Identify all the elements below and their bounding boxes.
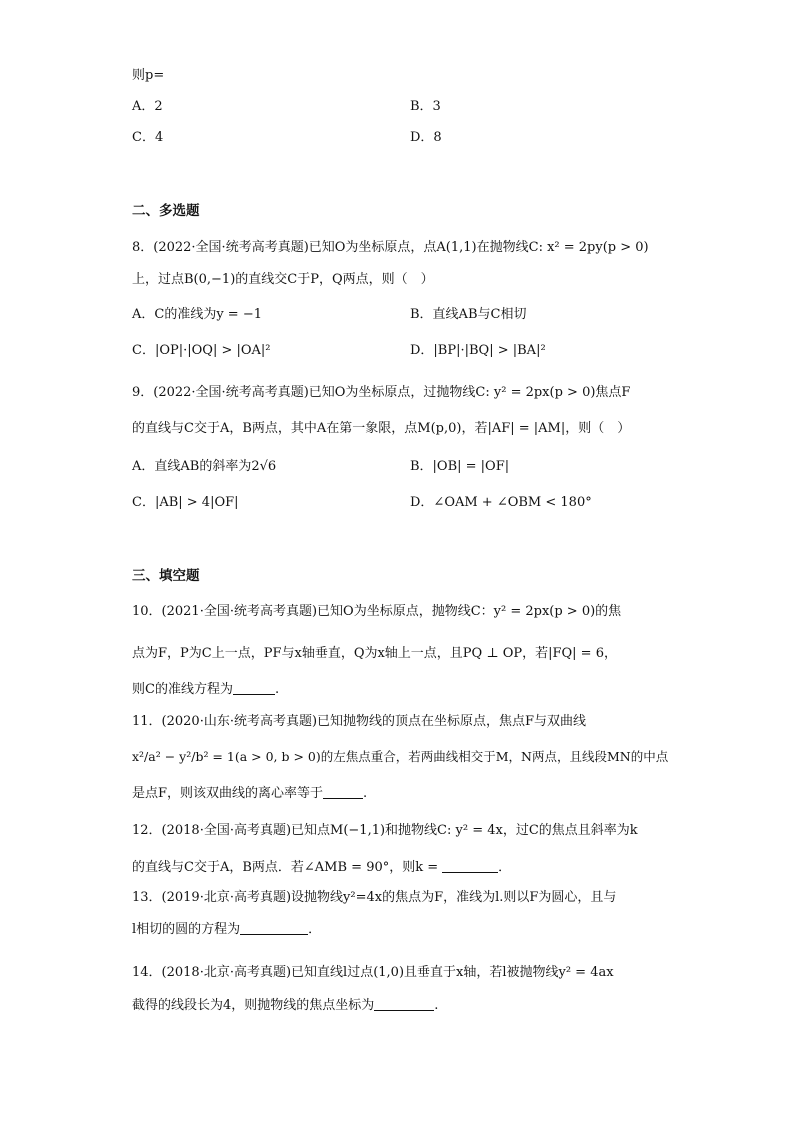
q12-stem-line1: 12．(2018·全国·高考真题)已知点M(−1,1)和抛物线C: y² = 4x，过C的焦点且斜率为k <box>132 823 638 838</box>
q13-stem-end: ． <box>308 922 322 937</box>
q13-stem-line2 <box>132 920 321 939</box>
q11-stem-line3: 是点F，则该双曲线的离心率等于 . <box>132 786 368 801</box>
section-title-multi-choice: 二、多选题 <box>132 203 200 219</box>
q13-stem-line1: 13．(2019·北京·高考真题)设抛物线y²=4x的焦点为F，准线为l.则以F为圆心，且与 <box>132 890 617 905</box>
q13-stem-text: l相切的圆的方程为 <box>132 922 241 937</box>
q11-stem-line1: 11．(2020·山东·统考高考真题)已知抛物线的顶点在坐标原点，焦点F与双曲线 <box>132 714 587 729</box>
q14-answer-blank[interactable] <box>374 996 434 1011</box>
q8-stem-line1: 8．(2022·全国·统考高考真题)已知O为坐标原点，点A(1,1)在抛物线C: x² = 2py(p > 0) <box>132 240 649 255</box>
q7-lead: 则p= <box>132 68 165 83</box>
q7-option-a: A．2 <box>132 99 163 114</box>
q12-stem-end: ． <box>498 860 512 875</box>
q7-option-b: B．3 <box>410 99 441 114</box>
q11-stem-line2: x²/a² − y²/b² = 1(a > 0, b > 0)的左焦点重合，若两曲线相交于M，N两点，且线段MN的中点 <box>132 749 669 764</box>
q9-option-c: C．|AB| > 4|OF| <box>132 495 239 510</box>
q8-option-d: D．|BP|·|BQ| > |BA|² <box>410 343 546 358</box>
q8-option-a: A．C的准线为y = −1 <box>132 307 263 322</box>
q12-stem-text: 的直线与C交于A，B两点．若∠AMB = 90°，则k = <box>132 860 439 875</box>
q11-stem-text: 是点F，则该双曲线的离心率等于 <box>132 786 324 801</box>
q7-option-c: C．4 <box>132 130 164 145</box>
q9-option-b: B．|OB| = |OF| <box>410 459 510 474</box>
q10-answer-blank[interactable] <box>233 680 275 695</box>
q9-option-d: D．∠OAM + ∠OBM < 180° <box>410 495 592 510</box>
q11-answer-blank[interactable] <box>323 784 363 799</box>
q9-option-a: A．直线AB的斜率为2√6 <box>132 459 277 474</box>
q14-stem-line2 <box>132 996 438 1015</box>
q14-stem-text: 截得的线段长为4，则抛物线的焦点坐标为 <box>132 998 375 1013</box>
q10-stem-line2: 点为F，P为C上一点，PF与x轴垂直，Q为x轴上一点，且PQ ⊥ OP，若|FQ| = 6， <box>132 646 617 661</box>
q10-stem-line1: 10．(2021·全国·统考高考真题)已知O为坐标原点，抛物线C：y² = 2px(p > 0)的焦 <box>132 604 622 619</box>
q8-option-c: C．|OP|·|OQ| > |OA|² <box>132 343 271 358</box>
q7-option-d: D．8 <box>410 130 442 145</box>
q10-stem-line3: 则C的准线方程为 . <box>132 682 280 697</box>
q12-stem-line2 <box>132 858 511 877</box>
q14-stem-line1: 14．(2018·北京·高考真题)已知直线l过点(1,0)且垂直于x轴，若l被抛物线y² = 4ax <box>132 965 614 980</box>
q10-stem-text: 则C的准线方程为 <box>132 682 233 697</box>
q9-stem-line2: 的直线与C交于A，B两点，其中A在第一象限，点M(p,0)，若|AF| = |AM|，则（ ） <box>132 421 631 436</box>
q12-answer-blank[interactable] <box>442 858 498 873</box>
q14-stem-end: . <box>434 998 439 1013</box>
q8-option-b: B．直线AB与C相切 <box>410 307 527 322</box>
q9-stem-line1: 9．(2022·全国·统考高考真题)已知O为坐标原点，过抛物线C: y² = 2px(p > 0)焦点F <box>132 385 631 400</box>
q13-answer-blank[interactable] <box>240 920 308 935</box>
q8-stem-line2: 上，过点B(0,−1)的直线交C于P，Q两点，则（ ） <box>132 272 434 287</box>
section-title-fill-blank: 三、填空题 <box>132 568 200 584</box>
